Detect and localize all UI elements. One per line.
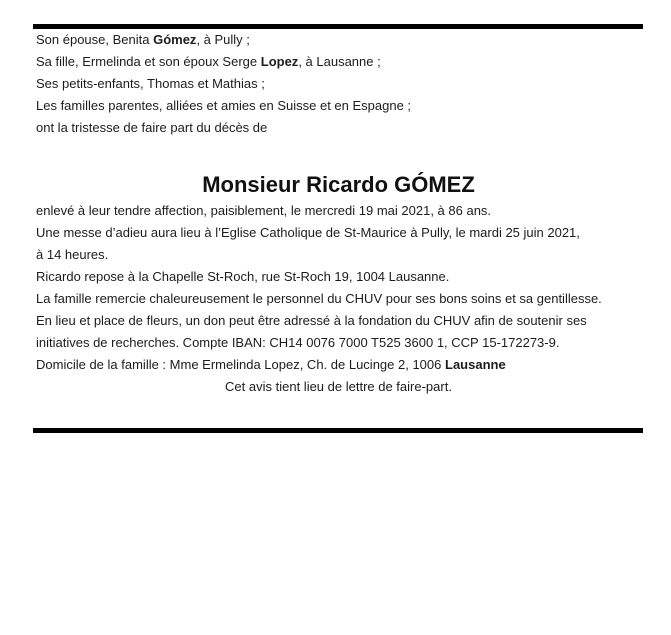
mass-line-2: à 14 heures.: [36, 247, 109, 262]
bottom-divider-rule: [33, 428, 643, 433]
residence-city: Lausanne: [445, 357, 506, 372]
spouse-name: Gómez: [153, 32, 197, 47]
families-line: Les familles parentes, alliées et amies en Suisse et en Espagne ;: [36, 98, 412, 113]
repose-location-line: Ricardo repose à la Chapelle St-Roch, rue St-Roch 19, 1004 Lausanne.: [36, 269, 450, 284]
mass-details-paragraph: [36, 222, 641, 266]
spouse-line: [36, 29, 641, 51]
thanks-line: La famille remercie chaleureusement le personnel du CHUV pour ses bons soins et sa gentillesse.: [36, 291, 602, 306]
mass-line-1: Une messe d’adieu aura lieu à l’Eglise Catholique de St-Maurice à Pully, le mardi 25 juin 2021,: [36, 225, 580, 240]
donation-line-2: initiatives de recherches. Compte IBAN: CH14 0076 7000 T525 3600 1, CCP 15-172273-9.: [36, 335, 560, 350]
donation-line-1: En lieu et place de fleurs, un don peut être adressé à la fondation du CHUV afin de soutenir ses: [36, 313, 587, 328]
grandchildren-line: Ses petits-enfants, Thomas et Mathias ;: [36, 76, 265, 91]
donation-paragraph: [36, 310, 641, 354]
son-in-law-name: Lopez: [260, 54, 299, 69]
spouse-line-text: Son épouse, Benita: [36, 32, 154, 47]
deceased-name-title: Monsieur Ricardo GÓMEZ: [202, 172, 475, 197]
daughter-line-text: Sa fille, Ermelinda et son époux Serge: [36, 54, 261, 69]
announcement-line: ont la tristesse de faire part du décès de: [36, 120, 268, 135]
spouse-line-suffix: , à Pully ;: [196, 32, 250, 47]
death-details-line: enlevé à leur tendre affection, paisiblement, le mercredi 19 mai 2021, à 86 ans.: [36, 203, 492, 218]
daughter-line-suffix: , à Lausanne ;: [298, 54, 381, 69]
daughter-line: [36, 51, 641, 73]
closing-line: Cet avis tient lieu de lettre de faire-part.: [225, 379, 452, 394]
notice-content: [0, 29, 671, 398]
family-residence-line: [36, 354, 641, 376]
residence-line-text: Domicile de la famille : Mme Ermelinda Lopez, Ch. de Lucinge 2, 1006: [36, 357, 445, 372]
